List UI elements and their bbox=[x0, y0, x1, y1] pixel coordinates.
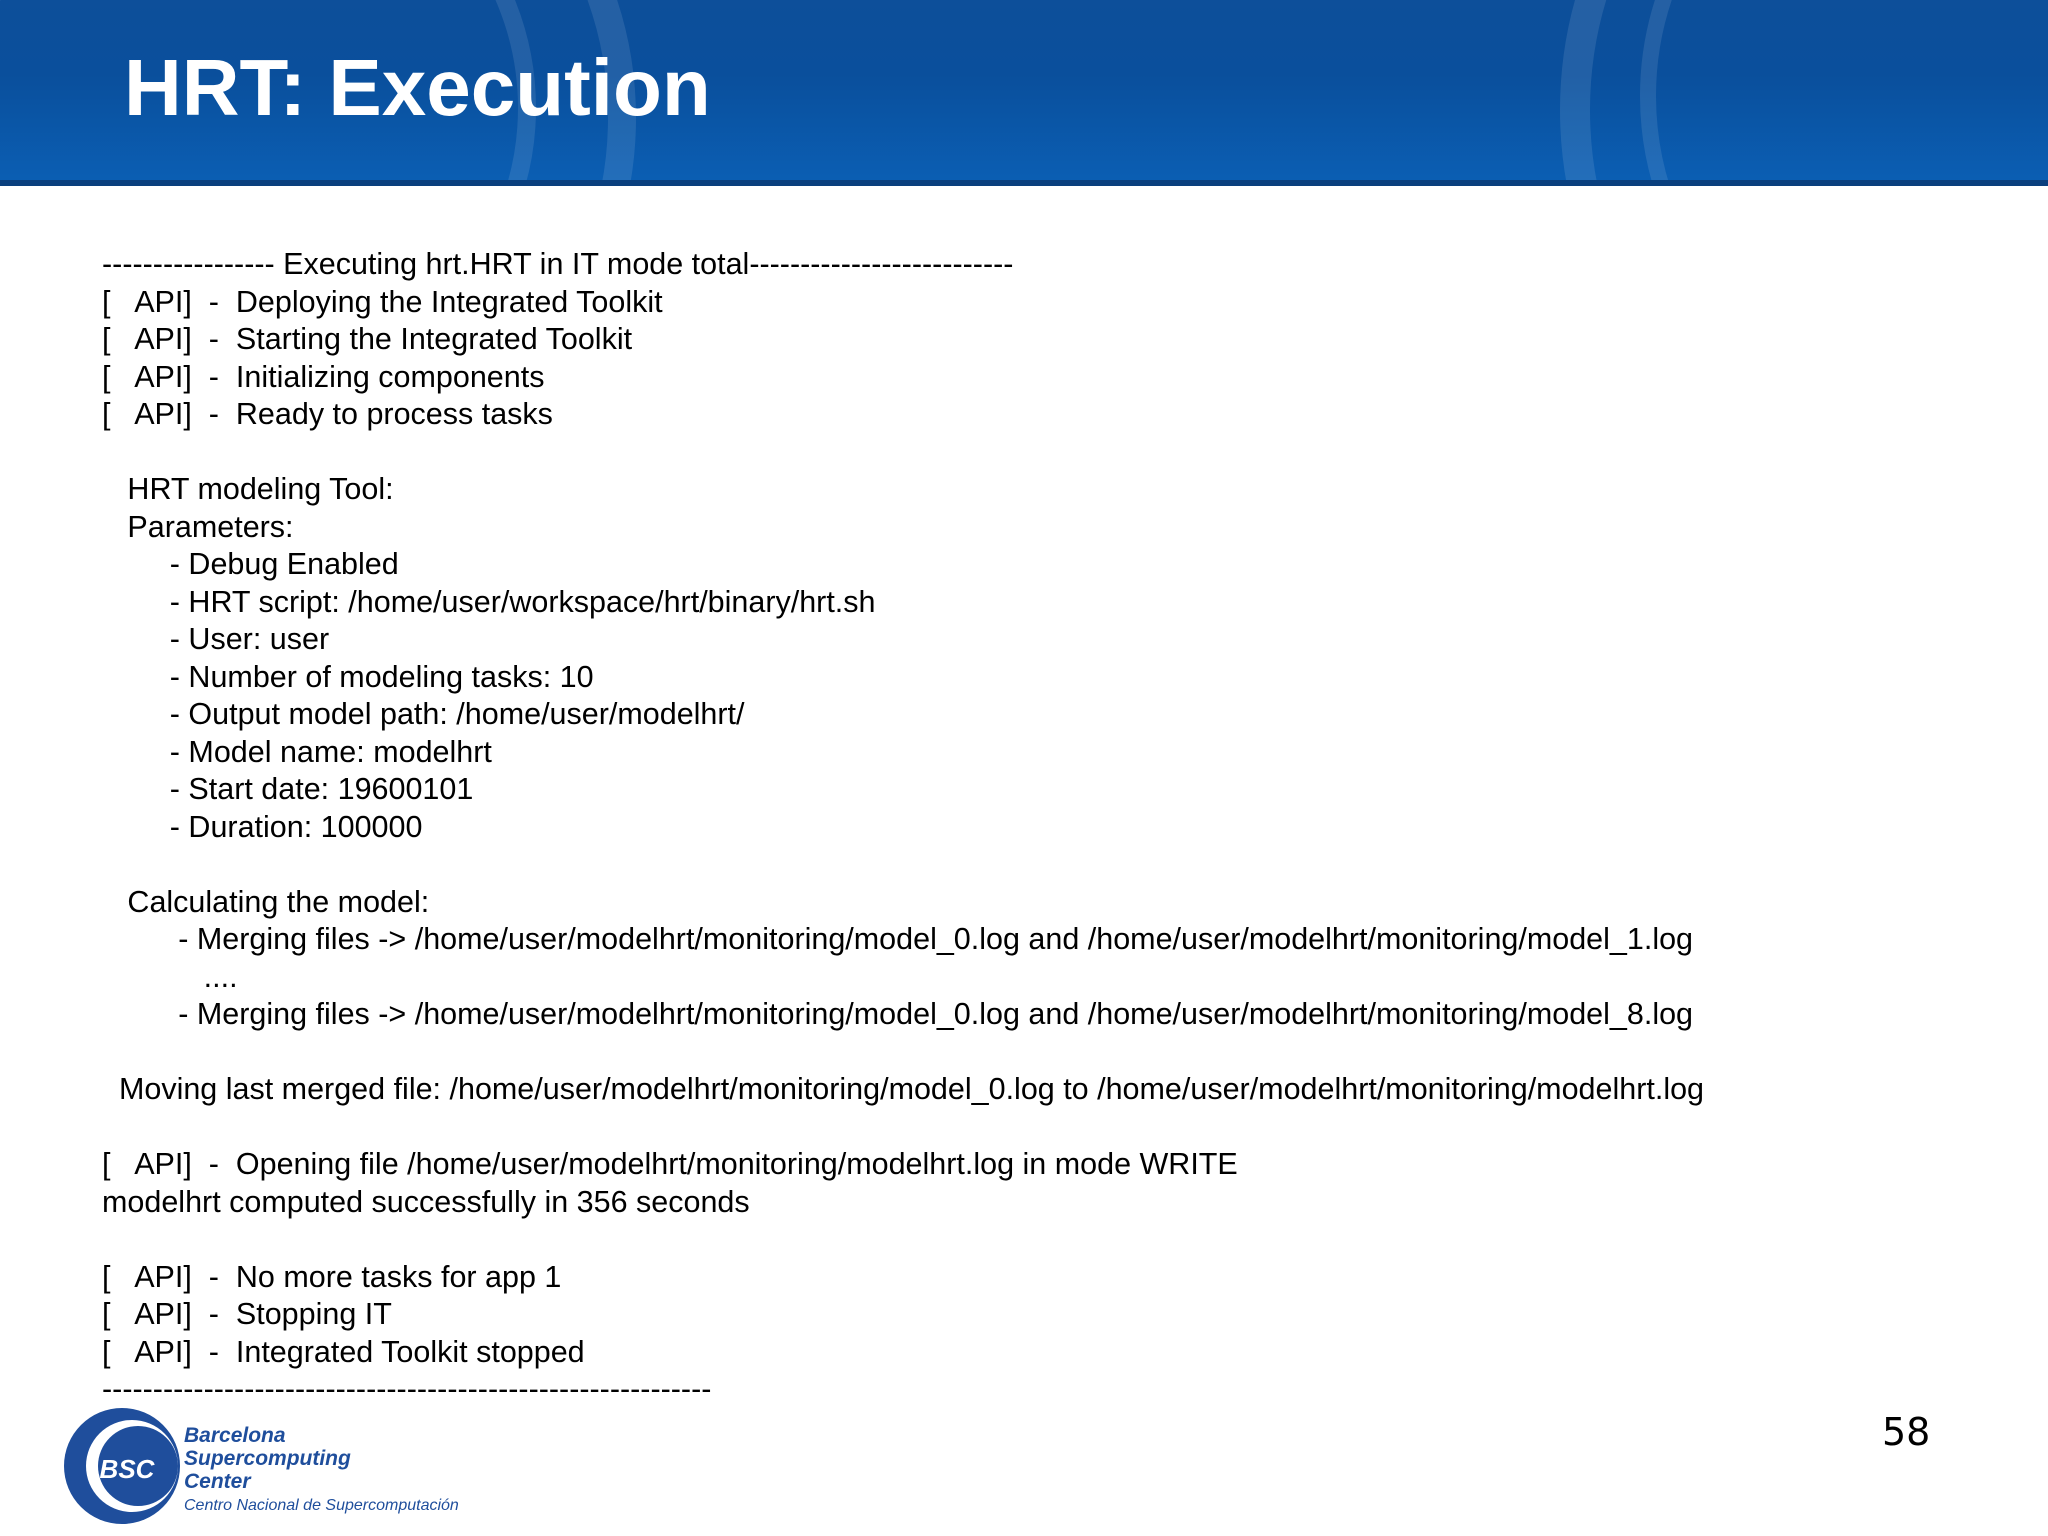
header-decoration-ring bbox=[1640, 0, 2048, 186]
bsc-logo-mark bbox=[64, 1408, 180, 1524]
logo-subtitle: Centro Nacional de Supercomputación bbox=[184, 1497, 459, 1514]
log-line: [ API] - Starting the Integrated Toolkit bbox=[102, 322, 633, 356]
logo-name-line1: Barcelona bbox=[184, 1424, 286, 1447]
log-line: ----------------- Executing hrt.HRT in IT mode total-------------------------- bbox=[102, 247, 1014, 281]
bsc-logo-mark-text: BSC bbox=[99, 1454, 155, 1484]
log-line bbox=[102, 434, 1704, 472]
log-line: - HRT script: /home/user/workspace/hrt/binary/hrt.sh bbox=[102, 584, 876, 619]
log-line: - Number of modeling tasks: 10 bbox=[102, 659, 594, 694]
logo-name-line3: Center bbox=[184, 1470, 251, 1493]
log-line bbox=[102, 1034, 1704, 1072]
log-line: modelhrt computed successfully in 356 seconds bbox=[102, 1184, 750, 1219]
logo-name-line2: Supercomputing bbox=[184, 1447, 351, 1470]
log-line: - Duration: 100000 bbox=[102, 809, 423, 844]
log-line: [ API] - Stopping IT bbox=[102, 1297, 392, 1331]
log-line: ------------------------------------------------------------ bbox=[102, 1372, 712, 1406]
log-line: Calculating the model: bbox=[102, 884, 430, 919]
log-line: [ API] - Opening file /home/user/modelhrt/monitoring/modelhrt.log in mode WRITE bbox=[102, 1147, 1238, 1181]
log-line: .... bbox=[102, 959, 238, 994]
header-divider bbox=[0, 180, 2048, 186]
log-line: - Output model path: /home/user/modelhrt/ bbox=[102, 697, 745, 731]
bsc-logo-text bbox=[184, 1424, 459, 1517]
execution-log bbox=[102, 246, 1704, 1409]
log-line: - Merging files -> /home/user/modelhrt/monitoring/model_0.log and /home/user/modelhrt/monitoring/model_1.log bbox=[102, 922, 1694, 956]
log-line: Parameters: bbox=[102, 509, 294, 544]
log-line: [ API] - Initializing components bbox=[102, 359, 545, 394]
slide-title: HRT: Execution bbox=[124, 43, 711, 132]
log-line bbox=[102, 1221, 1704, 1259]
log-line bbox=[102, 1109, 1704, 1147]
log-line: HRT modeling Tool: bbox=[102, 472, 394, 506]
log-line: [ API] - Deploying the Integrated Toolkit bbox=[102, 284, 663, 319]
log-line: - Merging files -> /home/user/modelhrt/monitoring/model_0.log and /home/user/modelhrt/monitoring/model_8.log bbox=[102, 997, 1694, 1031]
log-line bbox=[102, 846, 1704, 884]
log-line: [ API] - No more tasks for app 1 bbox=[102, 1259, 562, 1294]
log-line: - Model name: modelhrt bbox=[102, 734, 492, 769]
log-line: - Debug Enabled bbox=[102, 547, 399, 581]
log-line: - Start date: 19600101 bbox=[102, 772, 474, 806]
page-number: 58 bbox=[1882, 1410, 1931, 1454]
log-line: - User: user bbox=[102, 622, 330, 656]
log-line: Moving last merged file: /home/user/modelhrt/monitoring/model_0.log to /home/user/modelhrt/monitoring/modelhrt.log bbox=[102, 1072, 1705, 1106]
log-line: [ API] - Ready to process tasks bbox=[102, 397, 553, 431]
log-line: [ API] - Integrated Toolkit stopped bbox=[102, 1334, 585, 1369]
